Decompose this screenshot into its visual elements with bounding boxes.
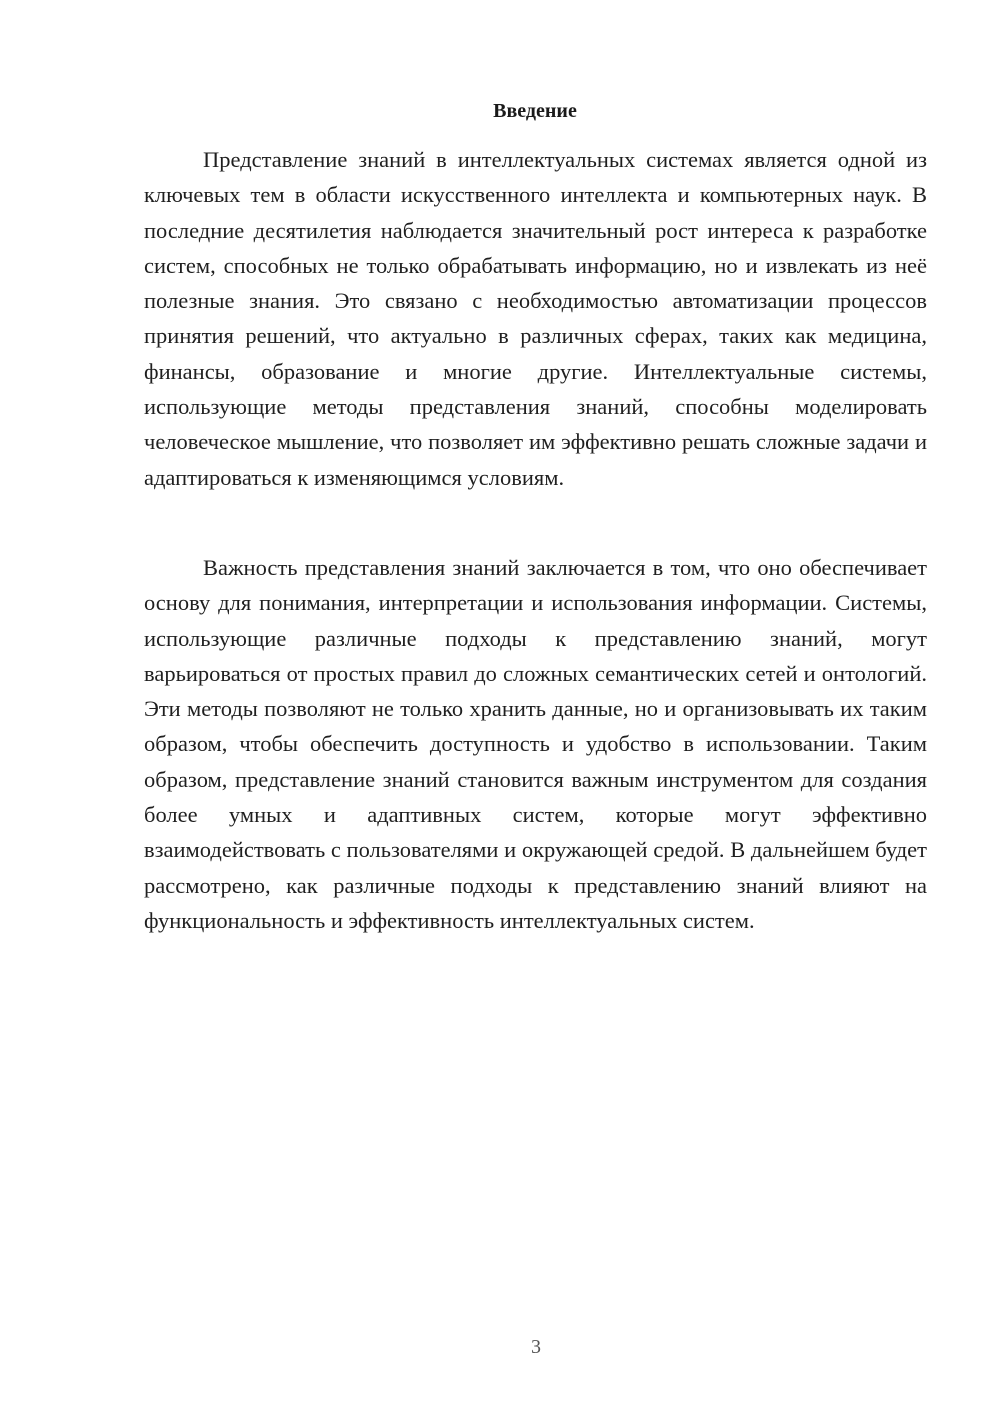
page-number: 3 [531, 1336, 541, 1358]
section-heading: Введение [493, 100, 577, 122]
paragraph-1: Представление знаний в интеллектуальных системах является одной из ключевых тем в области искусственного интеллекта и компьютерных наук. В последние десятилетия наблюдается значительный рост интереса к разработке систем, способных не только обрабатывать информацию, но и извлекать из неё полезные знания. Это связано с необходимостью автоматизации процессов принятия решений, что актуально в различных сферах, таких как медицина, финансы, образование и многие другие. Интеллектуальные системы, использующие методы представления знаний, способны моделировать человеческое мышление, что позволяет им эффективно решать сложные задачи и адаптироваться к изменяющимся условиям. [144, 147, 927, 490]
paragraph-2: Важность представления знаний заключается в том, что оно обеспечивает основу для понимания, интерпретации и использования информации. Системы, использующие различные подходы к представлению знаний, могут варьироваться от простых правил до сложных семантических сетей и онтологий. Эти методы позволяют не только хранить данные, но и организовывать их таким образом, чтобы обеспечить доступность и удобство в использовании. Таким образом, представление знаний становится важным инструментом для создания более умных и адаптивных систем, которые могут эффективно взаимодействовать с пользователями и окружающей средой. В дальнейшем будет рассмотрено, как различные подходы к представлению знаний влияют на функциональность и эффективность интеллектуальных систем. [144, 555, 927, 933]
